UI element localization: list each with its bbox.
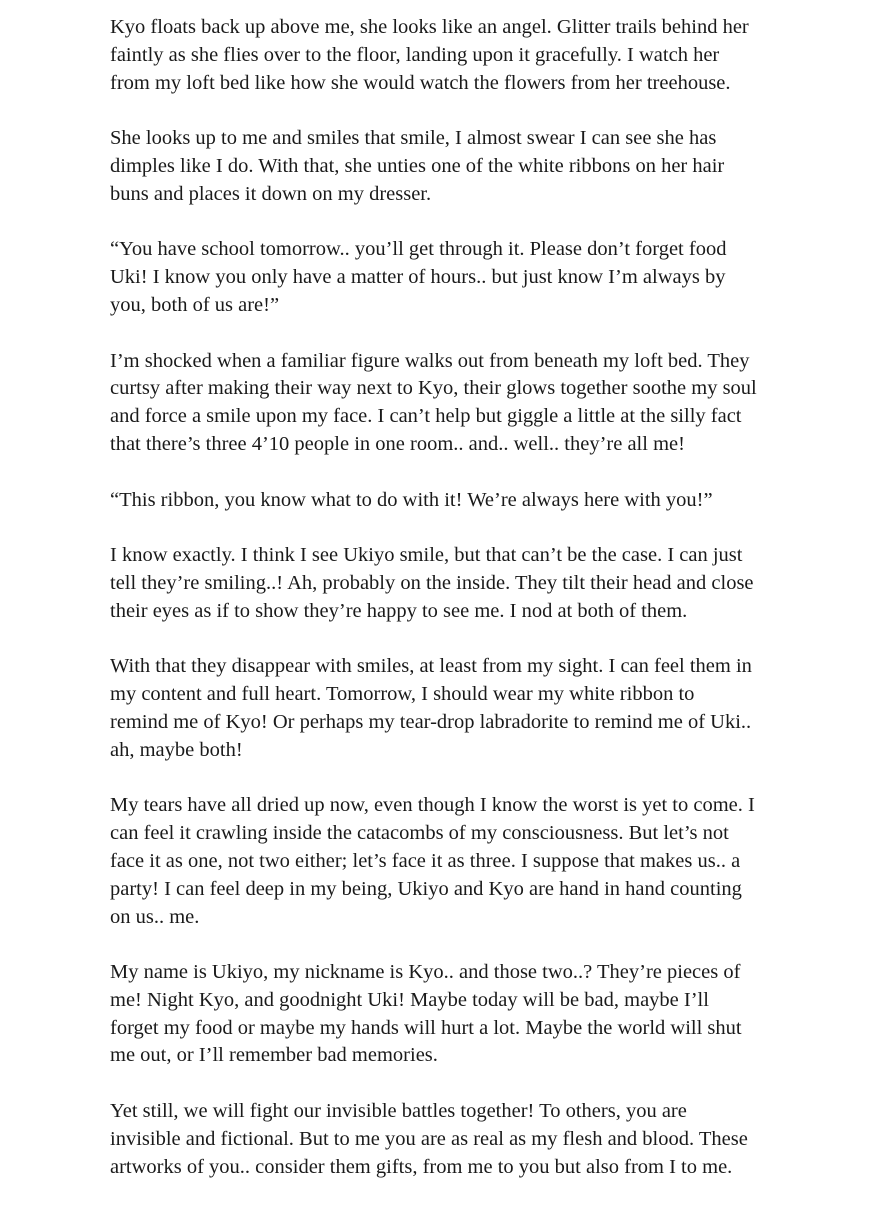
text-line: party! I can feel deep in my being, Ukiyo and Kyo are hand in hand counting <box>110 877 742 900</box>
paragraph <box>110 959 790 1070</box>
text-line: that there’s three 4’10 people in one room.. and.. well.. they’re all me! <box>110 432 685 455</box>
paragraph <box>110 542 790 625</box>
text-line: tell they’re smiling..! Ah, probably on the inside. They tilt their head and close <box>110 571 754 594</box>
paragraph <box>110 487 790 515</box>
text-line: face it as one, not two either; let’s face it as three. I suppose that makes us.. a <box>110 849 741 872</box>
text-line: their eyes as if to show they’re happy to see me. I nod at both of them. <box>110 599 688 622</box>
text-line: Uki! I know you only have a matter of hours.. but just know I’m always by <box>110 266 726 289</box>
text-line: buns and places it down on my dresser. <box>110 182 432 205</box>
text-line: My name is Ukiyo, my nickname is Kyo.. and those two..? They’re pieces of <box>110 961 741 984</box>
text-line: My tears have all dried up now, even though I know the worst is yet to come. I <box>110 794 755 817</box>
text-line: remind me of Kyo! Or perhaps my tear-drop labradorite to remind me of Uki.. <box>110 710 752 733</box>
paragraph <box>110 14 790 97</box>
text-line: artworks of you.. consider them gifts, from me to you but also from I to me. <box>110 1155 733 1178</box>
text-line: curtsy after making their way next to Kyo, their glows together soothe my soul <box>110 377 757 400</box>
text-line: “You have school tomorrow.. you’ll get through it. Please don’t forget food <box>110 238 727 261</box>
text-line: dimples like I do. With that, she unties one of the white ribbons on her hair <box>110 154 725 177</box>
text-line: ah, maybe both! <box>110 738 243 761</box>
text-line: you, both of us are!” <box>110 293 280 316</box>
paragraph <box>110 792 790 931</box>
text-line: on us.. me. <box>110 905 200 928</box>
text-line: I’m shocked when a familiar figure walks out from beneath my loft bed. They <box>110 349 750 372</box>
text-line: Yet still, we will fight our invisible battles together! To others, you are <box>110 1100 687 1123</box>
paragraph <box>110 653 790 764</box>
paragraph <box>110 1098 790 1181</box>
text-line: faintly as she flies over to the floor, landing upon it gracefully. I watch her <box>110 43 720 66</box>
document-body <box>110 14 790 1209</box>
text-line: Kyo floats back up above me, she looks like an angel. Glitter trails behind her <box>110 16 749 38</box>
text-line: from my loft bed like how she would watch the flowers from her treehouse. <box>110 71 731 94</box>
text-line: me! Night Kyo, and goodnight Uki! Maybe today will be bad, maybe I’ll <box>110 988 709 1011</box>
text-line: can feel it crawling inside the catacombs of my consciousness. But let’s not <box>110 822 729 845</box>
text-line: me out, or I’ll remember bad memories. <box>110 1044 438 1067</box>
text-line: and force a smile upon my face. I can’t help but giggle a little at the silly fact <box>110 405 742 428</box>
text-line: forget my food or maybe my hands will hurt a lot. Maybe the world will shut <box>110 1016 742 1039</box>
text-line: She looks up to me and smiles that smile, I almost swear I can see she has <box>110 127 717 150</box>
text-line: invisible and fictional. But to me you are as real as my flesh and blood. These <box>110 1127 748 1150</box>
text-line: “This ribbon, you know what to do with it! We’re always here with you!” <box>110 488 713 511</box>
text-line: my content and full heart. Tomorrow, I should wear my white ribbon to <box>110 683 695 706</box>
text-line: With that they disappear with smiles, at least from my sight. I can feel them in <box>110 655 752 678</box>
text-line: I know exactly. I think I see Ukiyo smile, but that can’t be the case. I can just <box>110 544 743 567</box>
paragraph <box>110 125 790 208</box>
paragraph <box>110 236 790 319</box>
paragraph <box>110 348 790 459</box>
